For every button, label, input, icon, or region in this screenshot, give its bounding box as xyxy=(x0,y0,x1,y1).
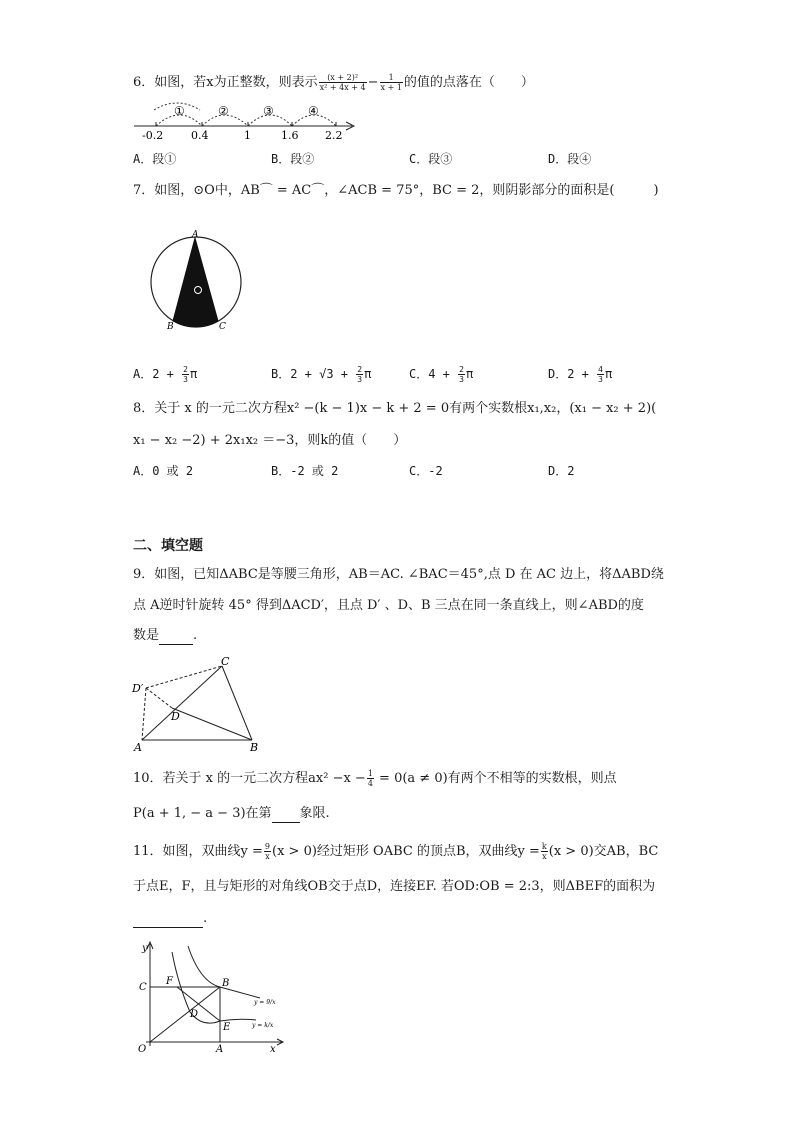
diagonal-ob xyxy=(150,987,220,1042)
q8-stem-line-2: x₁ − x₂ −2) + 2x₁x₂ ＝−3，则k的值（ ） xyxy=(133,433,407,448)
shaded-region xyxy=(173,238,218,327)
label-d-prime: D′ xyxy=(132,682,144,695)
label-y-axis: y xyxy=(142,943,148,954)
label-x-axis: x xyxy=(270,1044,276,1054)
tick-label: 1 xyxy=(244,129,251,142)
label-a: A xyxy=(192,230,199,240)
q7-stem: 7．如图，⊙O中，AB⌒ = AC⌒，∠ACB = 75°，BC = 2，则阴影部分的面积是( ) xyxy=(133,183,659,198)
q6-stem: 6．如图，若x为正整数，则表示 $\frac{\text{(x + 2)²}}{\text{x² + 4x + 4}}$ − $\frac{1}{x + 1}$ 的值的点落在（ ） xyxy=(133,73,534,92)
q7-option-d[interactable]: D．2 + $\frac{4}{3}$ π xyxy=(548,365,613,384)
hyperbola-9-over-x xyxy=(188,946,260,998)
q6-suffix: 的值的点落在（ ） xyxy=(403,75,534,90)
label-d: D xyxy=(190,1009,199,1020)
q11-stem-line-1: 11．如图，双曲线y = $\frac{9}{x}$ (x > 0)经过矩形 OABC 的顶点B，双曲线y = $\frac{k}{x}$ (x > 0)交AB，BC xyxy=(133,842,659,861)
answer-blank[interactable] xyxy=(133,914,203,928)
q6-fraction-2: $\frac{1}{x + 1}$ xyxy=(380,73,402,92)
answer-blank[interactable] xyxy=(159,631,193,645)
label-d: D xyxy=(171,710,180,723)
q9-stem-line-3: 数是 . xyxy=(133,628,198,643)
label-c: C xyxy=(219,322,226,332)
q8-option-a[interactable]: A．0 或 2 xyxy=(133,464,194,478)
q9-stem-line-1: 9．如图，已知ΔABC是等腰三角形，AB＝AC. ∠BAC＝45°,点 D 在 AC 边上，将ΔABD绕 xyxy=(133,567,664,582)
tick-label: -0.2 xyxy=(142,129,164,142)
label-b: B xyxy=(250,741,259,754)
hyperbola-k-over-x xyxy=(172,952,256,1023)
q8-option-b[interactable]: B．-2 或 2 xyxy=(271,464,339,478)
label-b: B xyxy=(167,322,174,332)
q6-fraction-1: $\frac{\text{(x + 2)²}}{\text{x² + 4x + 4}}$ xyxy=(319,73,366,92)
label-a: A xyxy=(134,741,142,754)
side-bc xyxy=(222,666,252,740)
segment-bd xyxy=(172,708,252,740)
segment-3-label: ③ xyxy=(263,104,274,118)
q11-stem-line-3: . xyxy=(133,910,207,928)
q10-fraction: $\frac{1}{4}$ xyxy=(367,769,373,788)
answer-blank[interactable] xyxy=(272,809,300,823)
label-o: O xyxy=(138,1044,147,1054)
q6-option-c[interactable]: C．段③ xyxy=(409,152,453,166)
q11-hyperbola-figure xyxy=(132,938,292,1054)
q8-option-c[interactable]: C．-2 xyxy=(409,464,443,478)
q7-option-a[interactable]: A．2 + $\frac{2}{3}$ π xyxy=(133,365,198,384)
segment-2-label: ② xyxy=(218,104,229,118)
q8-stem-line-1: 8．关于 x 的一元二次方程x² −(k − 1)x − k + 2 = 0有两个实数根x₁,x₂，(x₁ − x₂ + 2)( xyxy=(133,401,657,416)
q9-stem-line-2: 点 A逆时针旋转 45° 得到ΔACD′，且点 D′ 、D、B 三点在同一条直线上，则∠ABD的度 xyxy=(133,598,644,613)
q10-stem-line-2: P(a + 1, − a − 3)在第 象限. xyxy=(133,806,330,821)
segment-4-label: ④ xyxy=(308,104,319,118)
label-c: C xyxy=(139,982,147,993)
section-heading: 二、填空题 xyxy=(133,538,203,554)
q6-option-b[interactable]: B．段② xyxy=(271,152,315,166)
label-f: F xyxy=(166,976,173,987)
label-c: C xyxy=(221,655,230,668)
q11-fraction-1: $\frac{9}{x}$ xyxy=(264,842,271,861)
label-a: A xyxy=(216,1044,224,1054)
q6-prefix: 6．如图，若x为正整数，则表示 xyxy=(133,75,318,90)
q6-option-d[interactable]: D．段④ xyxy=(548,152,592,166)
q7-option-c[interactable]: C．4 + $\frac{2}{3}$ π xyxy=(409,365,474,384)
q11-stem-line-2: 于点E，F，且与矩形的对角线OB交于点D，连接EF. 若OD:OB = 2:3，则ΔBEF的面积为 xyxy=(133,879,656,894)
q9-triangle-figure xyxy=(130,652,270,754)
tick-label: 1.6 xyxy=(281,129,299,142)
q6-option-a[interactable]: A．段① xyxy=(133,152,177,166)
curve-2-label: y = k/x xyxy=(252,1022,274,1029)
segment-adp xyxy=(142,688,146,740)
tick-label: 2.2 xyxy=(325,129,343,142)
label-b: B xyxy=(222,978,230,989)
segment-dpd xyxy=(146,688,172,708)
q10-stem-line-1: 10．若关于 x 的一元二次方程ax² −x − $\frac{1}{4}$ = 0(a ≠ 0)有两个不相等的实数根，则点 xyxy=(133,769,617,788)
q11-fraction-2: $\frac{k}{x}$ xyxy=(541,842,547,861)
q6-number-line xyxy=(130,98,360,142)
segment-1-label: ① xyxy=(174,104,185,118)
label-e: E xyxy=(223,1022,231,1033)
curve-1-label: y = 9/x xyxy=(254,999,276,1006)
tick-label: 0.4 xyxy=(191,129,209,142)
q7-option-b[interactable]: B．2 + √3 + $\frac{2}{3}$ π xyxy=(271,365,372,384)
q8-option-d[interactable]: D．2 xyxy=(548,464,575,478)
q7-circle-figure xyxy=(146,228,248,334)
